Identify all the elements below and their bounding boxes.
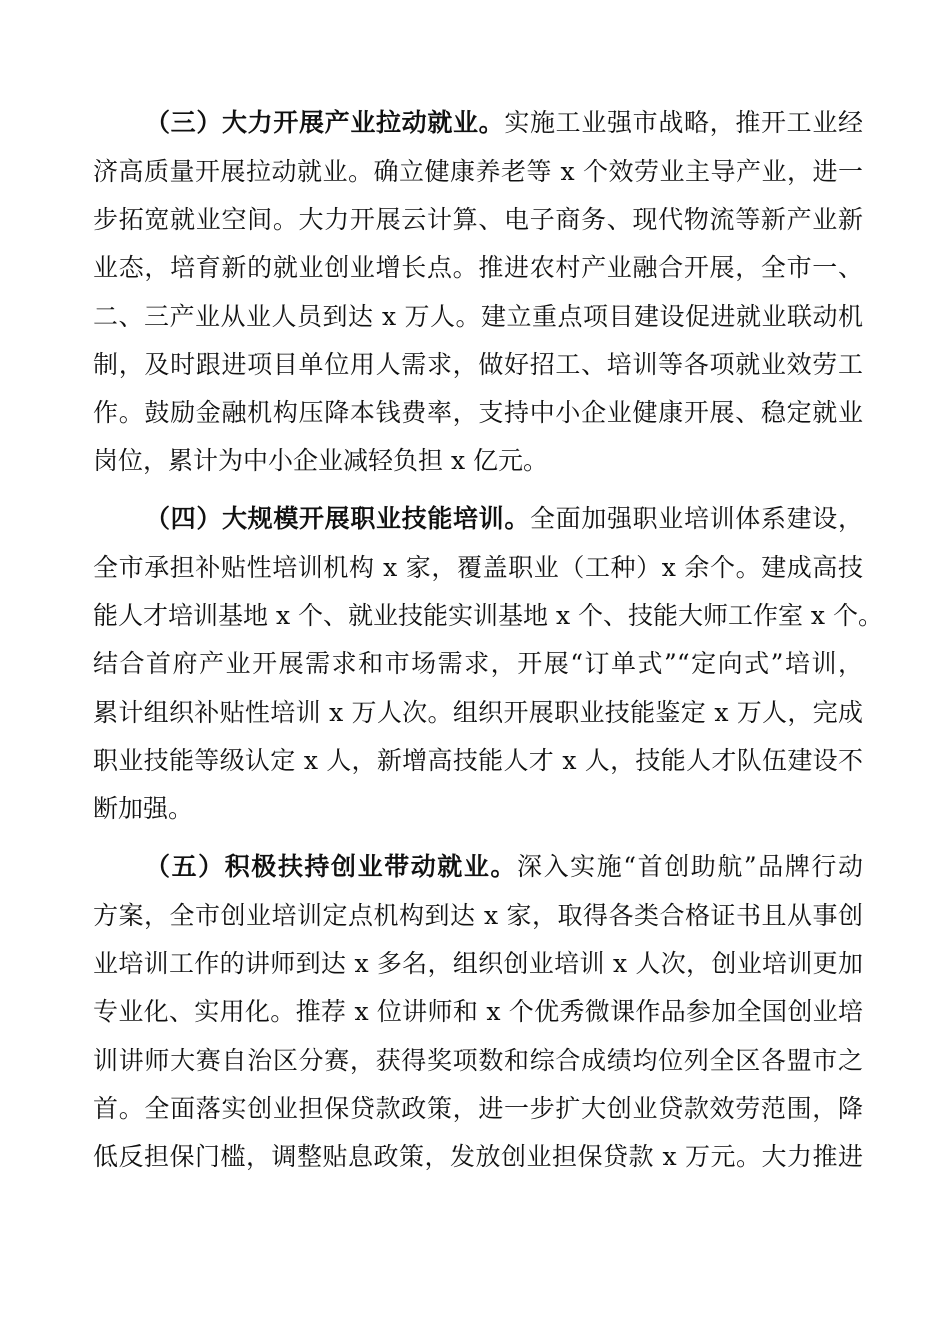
paragraph-3-line-4: 业态，培育新的就业创业增长点。推进农村产业融合开展，全市一、 bbox=[93, 253, 863, 282]
paragraph-3-line-3: 步拓宽就业空间。大力开展云计算、电子商务、现代物流等新产业新 bbox=[93, 205, 863, 234]
paragraph-5-line-5: 训讲师大赛自治区分赛，获得奖项数和综合成绩均位列全区各盟市之 bbox=[93, 1046, 863, 1075]
paragraph-5-line-7: 低反担保门槛，调整贴息政策，发放创业担保贷款 x 万元。大力推进 bbox=[93, 1142, 863, 1171]
paragraph-3-line-8: 岗位，累计为中小企业减轻负担 x 亿元。 bbox=[93, 446, 548, 475]
paragraph-4-heading: （四）大规模开展职业技能培训。 bbox=[145, 504, 530, 533]
paragraph-5-line-1 bbox=[145, 847, 863, 887]
paragraph-3-line-2: 济高质量开展拉动就业。确立健康养老等 x 个效劳业主导产业，进一 bbox=[93, 157, 863, 186]
paragraph-4-line-3: 能人才培训基地 x 个、就业技能实训基地 x 个、技能大师工作室 x 个。 bbox=[93, 601, 883, 630]
paragraph-4-line-4: 结合首府产业开展需求和市场需求，开展“订单式”“定向式”培训， bbox=[93, 649, 863, 678]
paragraph-5-heading: （五）积极扶持创业带动就业。 bbox=[145, 852, 517, 881]
paragraph-4-line-7: 断加强。 bbox=[93, 794, 194, 823]
paragraph-4-line-6: 职业技能等级认定 x 人，新增高技能人才 x 人，技能人才队伍建设不 bbox=[93, 746, 863, 775]
paragraph-5-line-3: 业培训工作的讲师到达 x 多名，组织创业培训 x 人次，创业培训更加 bbox=[93, 949, 863, 978]
paragraph-3-line-1 bbox=[145, 103, 863, 143]
paragraph-3-line-5: 二、三产业从业人员到达 x 万人。建立重点项目建设促进就业联动机 bbox=[93, 302, 863, 331]
paragraph-4-line-5: 累计组织补贴性培训 x 万人次。组织开展职业技能鉴定 x 万人，完成 bbox=[93, 698, 863, 727]
paragraph-4-line-1 bbox=[145, 499, 863, 539]
paragraph-4-text: 全面加强职业培训体系建设， bbox=[529, 504, 863, 533]
paragraph-5-text: 深入实施“首创助航”品牌行动 bbox=[517, 852, 863, 881]
paragraph-5-line-2: 方案，全市创业培训定点机构到达 x 家，取得各类合格证书且从事创 bbox=[93, 901, 863, 930]
paragraph-3-line-6: 制，及时跟进项目单位用人需求，做好招工、培训等各项就业效劳工 bbox=[93, 350, 863, 379]
paragraph-3-heading: （三）大力开展产业拉动就业。 bbox=[145, 108, 505, 137]
paragraph-3-line-7: 作。鼓励金融机构压降本钱费率，支持中小企业健康开展、稳定就业 bbox=[93, 398, 863, 427]
paragraph-5-line-6: 首。全面落实创业担保贷款政策，进一步扩大创业贷款效劳范围，降 bbox=[93, 1094, 863, 1123]
paragraph-5-line-4: 专业化、实用化。推荐 x 位讲师和 x 个优秀微课作品参加全国创业培 bbox=[93, 997, 863, 1026]
paragraph-3-text: 实施工业强市战略，推开工业经 bbox=[504, 108, 863, 137]
paragraph-4-line-2: 全市承担补贴性培训机构 x 家，覆盖职业（工种）x 余个。建成高技 bbox=[93, 553, 863, 582]
